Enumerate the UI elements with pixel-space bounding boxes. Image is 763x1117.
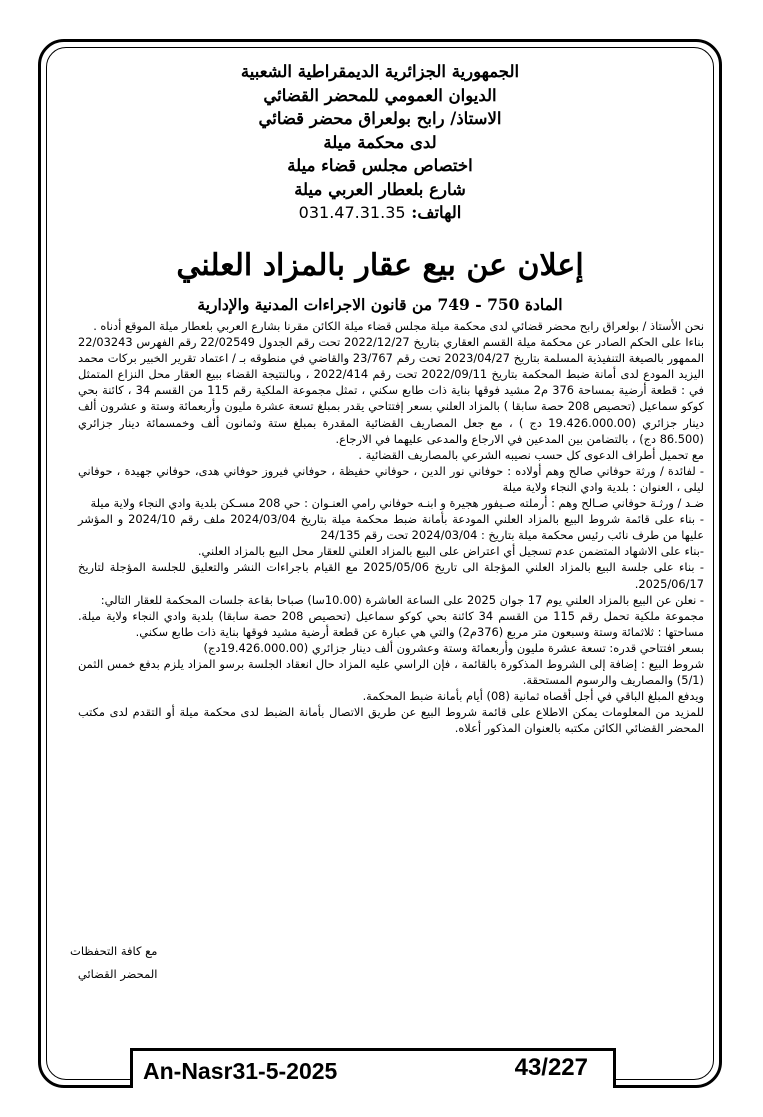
paragraph: - نعلن عن البيع بالمزاد العلني يوم 17 جوان 2025 على الساعة العاشرة (10.00سا) صباحا بقاعة جلسات المحكمة للعقار التالي: (100, 592, 704, 607)
paragraph: - بناء على قائمة شروط البيع بالمزاد العلني المودعة بأمانة ضبط محكمة ميلة بتاريخ 2024/03/04 ملف رقم 2024/10 و المؤشر عليها من طرف نائب رئيس محكمة ميلة بتاريخ : 2024/03/04 تحت رقم 24/135 (78, 512, 704, 543)
paragraph: ضـد / ورثـة حوفاني صـالح وهم : أرملته صـيفور هجيرة و ابنـه حوفاني رامي العنـوان : حي 208 مسـكن بلدية وادي النجاء ولاية ميلة (90, 496, 704, 511)
phone-line (60, 201, 700, 224)
notice-body (78, 318, 704, 736)
jurisdiction: اختصاص مجلس قضاء ميلة (287, 156, 473, 175)
paragraph: بسعر افتتاحي قدره: تسعة عشرة مليون وأربعمائة وستة وعشرون ألف دينار جزائري (19.426.000.00دج) (203, 640, 704, 655)
signature-block (70, 940, 157, 986)
publication-ref: 43/227 (514, 1054, 588, 1081)
phone-label: الهاتف: (411, 203, 462, 222)
paragraph: مجموعة ملكية تحمل رقم 115 من القسم 34 كائنة بحي كوكو سماعيل (تحصيص 208 حصة سابقا) بلدية وادي النجاء ولاية ميلة. مساحتها : ثلاثمائة وستة وسبعون متر مربع (376م2) والتي هي عبارة عن قطعة أرضية مشيد فوقها بناية ذات طابع سكني. (78, 608, 704, 639)
paragraph: مع تحميل أطراف الدعوى كل حسب نصيبه الشرعي بالمصاريف القضائية . (358, 447, 704, 462)
bailiff-name: الاستاذ/ رابح بولعراق محضر قضائي (258, 109, 502, 128)
paragraph: - لفائدة / ورثة حوفاني صالح وهم أولاده : حوفاني نور الدين ، حوفاني حفيظة ، حوفاني فيروز حوفاني هدى، حوفاني جهيدة ، حوفاني ليلى ، العنوان : بلدية وادي النجاء ولاية ميلة (78, 463, 704, 494)
paragraph: للمزيد من المعلومات يمكن الاطلاع على قائمة شروط البيع عن طريق الاتصال بأمانة الضبط لدى محكمة ميلة أو التقدم لدى مكتب المحضر القضائي الكائن مكتبه بالعنوان المذكور أعلاه. (78, 705, 704, 736)
letterhead (60, 60, 700, 224)
paragraph: ويدفع المبلغ الباقي في أجل أقصاه ثمانية (08) أيام بأمانة ضبط المحكمة. (362, 689, 704, 704)
address: شارع بلعطار العربي ميلة (294, 179, 466, 199)
paragraph: -بناء على الاشهاد المتضمن عدم تسجيل أي اعتراض على البيع بالمزاد العلني للعقار محل البيع بالمزاد العلني. (197, 544, 704, 559)
paragraph: - بناء على جلسة البيع بالمزاد العلني المؤجلة الى تاريخ 2025/05/06 مع القيام باجراءات النشر والتعليق للجلسة المؤجلة لتاريخ 2025/06/17. (78, 560, 704, 591)
paragraph: نحن الأستاذ / بولعراق رابح محضر قضائي لدى محكمة ميلة مجلس قضاء ميلة الكائن مقرنا بشارع العربي بلعطار ميلة الموقع أدناه . (93, 319, 704, 333)
reservations-line: مع كافة التحفظات (70, 944, 158, 958)
republic-name: الجمهورية الجزائرية الديمقراطية الشعبية (240, 62, 520, 81)
court-name: لدى محكمة ميلة (323, 132, 437, 152)
notice-title: إعلان عن بيع عقار بالمزاد العلني (176, 248, 584, 283)
publication-date: An-Nasr31-5-2025 (143, 1058, 338, 1084)
publication-footer (130, 1048, 616, 1088)
office-name: الديوان العمومي للمحضر القضائي (263, 85, 497, 105)
bailiff-signature: المحضر القضائي (77, 967, 158, 981)
paragraph: شروط البيع : إضافة إلى الشروط المذكورة بالقائمة ، فإن الراسي عليه المزاد حال انعقاد الجلسة برسو المزاد يلزم بدفع خمس الثمن (5/1) والمصاريف والرسوم المستحقة. (78, 656, 704, 688)
article-reference: المادة 750 - 749 من قانون الاجراءات المدنية والإدارية (197, 295, 563, 314)
paragraph: بناءا على الحكم الصادر عن محكمة ميلة القسم العقاري بتاريخ 2022/12/27 تحت رقم الجدول 22/02549 رقم الفهرس 22/03243 الممهور بالصيغة التنفيذية المسلمة بتاريخ 2023/04/27 تحت رقم 23/767 والقاضي في منطوقه بـ / اعتماد تقرير الخبير بركات محمد اليزيد المودع لدى أمانة ضبط المحكمة بتاريخ 2022/09/11 تحت رقم 2022/414 ، وبالنتيجة القضاء ببيع العقار محل النزاع المتمثل في : قطعة أرضية بمساحة 376 م2 مشيد فوقها بناية ذات طابع سكني ، تمثل مجموعة الملكية رقم 115 من القسم 34 ، كائنة بحي كوكو سماعيل (تحصيص 208 حصة سابقا ) بالمزاد العلني بسعر إفتتاحي يقدر بمبلغ تسعة عشرة مليون وأربعمائة وستة و عشرون ألف دينار جزائري (19.426.000.00 دج ) ، مع جعل المصاريف القضائية المقدرة بمبلغ ستة وثمانون ألف وخمسمائة دينار جزائري (86.500 دج) ، بالتضامن بين المدعين في الارجاع والمدعى عليهما في الارجاع. (78, 335, 704, 446)
phone-number: 031.47.31.35 (298, 203, 406, 222)
